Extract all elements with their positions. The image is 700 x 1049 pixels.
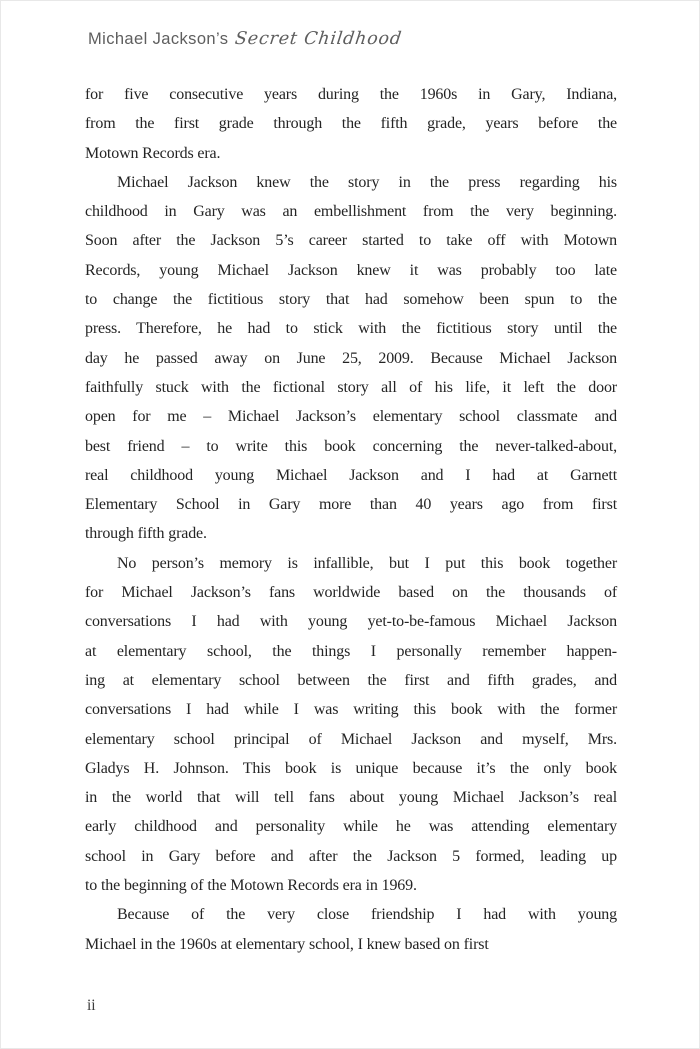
text-line: from the first grade through the fifth grade, years before the [85,115,617,133]
text-line: conversations I had while I was writing this book with the former [85,701,617,719]
text-line: to change the fictitious story that had somehow been spun to the [85,291,617,309]
page-number: ii [87,997,96,1014]
text-line: press. Therefore, he had to stick with the fictitious story until the [85,320,617,338]
text-line: ing at elementary school between the first and fifth grades, and [85,671,617,689]
text-line: Elementary School in Gary more than 40 years ago from first [85,496,617,514]
text-line: in the world that will tell fans about young Michael Jackson’s real [85,789,617,807]
text-line: Michael in the 1960s at elementary school, I knew based on first [85,935,489,953]
text-line: to the beginning of the Motown Records era in 1969. [85,877,417,895]
text-line: Motown Records era. [85,144,221,162]
text-line: Gladys H. Johnson. This book is unique because it’s the only book [85,759,617,777]
text-line: Michael Jackson knew the story in the press regarding his [117,173,617,191]
text-line: conversations I had with young yet-to-be-famous Michael Jackson [85,613,617,631]
text-line: elementary school principal of Michael Jackson and myself, Mrs. [85,730,617,748]
text-line: open for me – Michael Jackson’s elementary school classmate and [85,408,617,426]
text-line: Records, young Michael Jackson knew it was probably too late [85,261,617,279]
text-line: Soon after the Jackson 5’s career started to take off with Motown [85,232,617,250]
text-line: school in Gary before and after the Jackson 5 formed, leading up [85,847,617,865]
text-line: through fifth grade. [85,525,207,543]
text-line: day he passed away on June 25, 2009. Because Michael Jackson [85,349,617,367]
text-line: childhood in Gary was an embellishment from the very beginning. [85,203,617,221]
book-title-script: Secret Childhood [234,29,404,49]
paragraph [85,80,617,168]
text-line: No person’s memory is infallible, but I put this book together [117,554,617,572]
text-line: Because of the very close friendship I had with young [117,906,617,924]
text-line: early childhood and personality while he was attending elementary [85,818,617,836]
text-line: faithfully stuck with the fictional story all of his life, it left the door [85,378,617,396]
text-line: for five consecutive years during the 1960s in Gary, Indiana, [85,86,617,103]
paragraph [85,549,617,901]
text-line: at elementary school, the things I personally remember happen- [85,642,617,660]
text-line: real childhood young Michael Jackson and I had at Garnett [85,466,617,484]
book-title-prefix: Michael Jackson’s [88,30,229,48]
paragraph [85,900,617,959]
paragraph [85,168,617,549]
text-line: for Michael Jackson’s fans worldwide based on the thousands of [85,584,617,602]
body-text [85,80,617,959]
text-line: best friend – to write this book concerning the never-talked-about, [85,437,617,455]
running-header [88,29,402,49]
